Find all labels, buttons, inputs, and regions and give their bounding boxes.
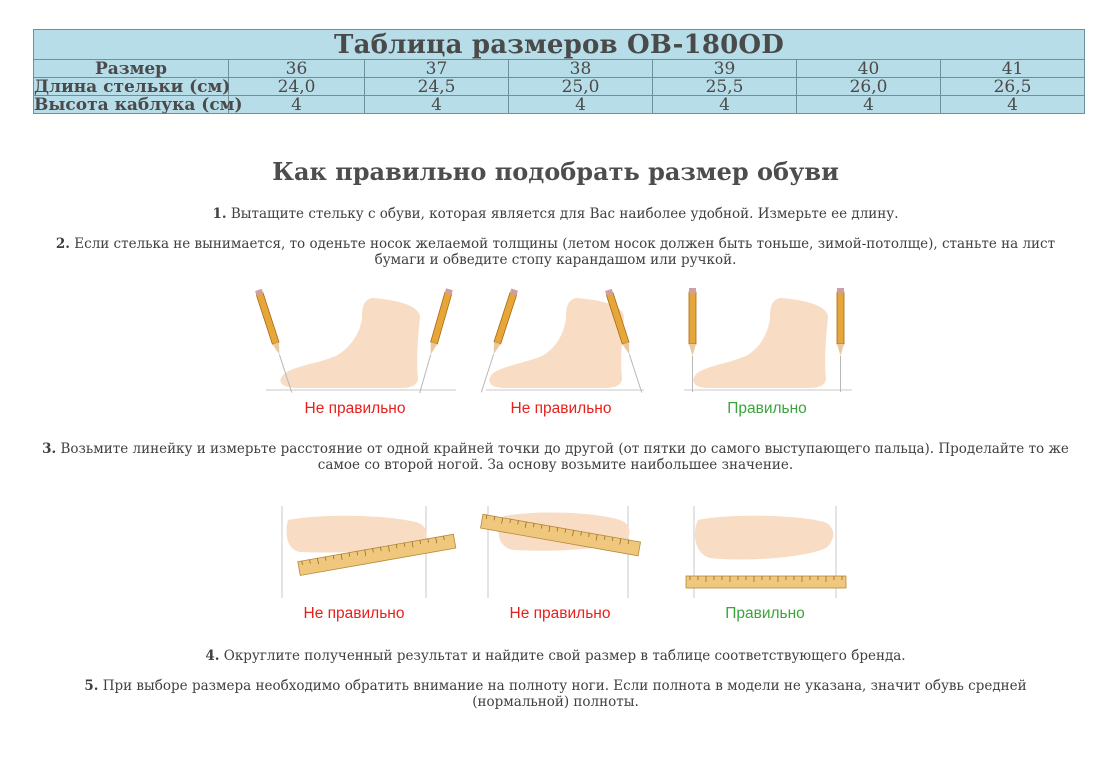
caption-wrong: Не правильно: [304, 400, 406, 417]
row-label-heel: Высота каблука (см): [34, 94, 243, 115]
caption-wrong: Не правильно: [509, 605, 611, 622]
foot-trace-figure-2: [478, 288, 648, 396]
step-number: 5.: [84, 678, 99, 694]
row-label-insole: Длина стельки (см): [34, 76, 231, 97]
step-text: При выборе размера необходимо обратить внимание на полноту ноги. Если полнота в модели не указана, значит обувь средней (нормальной) полноты.: [98, 678, 1027, 710]
table-cell: 4: [229, 96, 365, 114]
table-title-row: [34, 30, 1085, 60]
table-cell: 24,5: [365, 78, 509, 96]
foot-trace-figure-3: [680, 288, 856, 396]
table-row: [34, 78, 1085, 96]
step-text: Возьмите линейку и измерьте расстояние от одной крайней точки до другой (от пятки до самого выступающего пальца). Проделайте то же самое со второй ногой. За основу возьмите наибольшее значение.: [56, 441, 1069, 473]
step-number: 2.: [55, 236, 70, 252]
ruler-figure-2: [478, 506, 646, 598]
step-number: 3.: [42, 441, 57, 457]
table-cell: 37: [365, 60, 509, 78]
table-cell: 40: [797, 60, 941, 78]
size-table: [33, 29, 1085, 114]
ruler-figure-3: [684, 506, 850, 598]
foot-trace-figure-1: [250, 288, 460, 396]
ruler-icon: [686, 576, 846, 588]
table-cell: 26,0: [797, 78, 941, 96]
table-cell: 4: [941, 96, 1085, 114]
ruler-figure-1: [280, 506, 460, 598]
step-1: [40, 206, 1071, 222]
step-3: [40, 441, 1071, 473]
table-cell: 4: [365, 96, 509, 114]
table-cell: 25,0: [509, 78, 653, 96]
table-title: Таблица размеров OB-180OD: [34, 30, 1085, 60]
table-cell: 24,0: [229, 78, 365, 96]
table-cell: 36: [229, 60, 365, 78]
table-cell: 4: [509, 96, 653, 114]
pencil-icon: [416, 288, 452, 394]
row-label-size: Размер: [34, 60, 229, 78]
step-4: [40, 648, 1071, 664]
table-cell: 4: [797, 96, 941, 114]
step-5: [40, 678, 1071, 710]
page-heading: Как правильно подобрать размер обуви: [272, 157, 839, 186]
table-row: [34, 60, 1085, 78]
table-row: [34, 96, 1085, 114]
caption-right: Правильно: [725, 605, 805, 622]
table-cell: 26,5: [941, 78, 1085, 96]
step-number: 1.: [212, 206, 227, 222]
table-cell: 4: [653, 96, 797, 114]
table-cell: 38: [509, 60, 653, 78]
step-text: Округлите полученный результат и найдите свой размер в таблице соответствующего бренда.: [219, 648, 906, 664]
table-cell: 41: [941, 60, 1085, 78]
caption-right: Правильно: [727, 400, 807, 417]
caption-wrong: Не правильно: [510, 400, 612, 417]
table-cell: 39: [653, 60, 797, 78]
table-cell: 25,5: [653, 78, 797, 96]
pencil-icon: [837, 288, 844, 392]
step-text: Если стелька не вынимается, то оденьте носок желаемой толщины (летом носок должен быть тоньше, зимой-потолще), станьте на лист бумаги и обведите стопу карандашом или ручкой.: [69, 236, 1056, 268]
caption-wrong: Не правильно: [303, 605, 405, 622]
step-2: [40, 236, 1071, 268]
step-text: Вытащите стельку с обуви, которая является для Вас наиболее удобной. Измерьте ее длину.: [226, 206, 899, 222]
step-number: 4.: [205, 648, 220, 664]
